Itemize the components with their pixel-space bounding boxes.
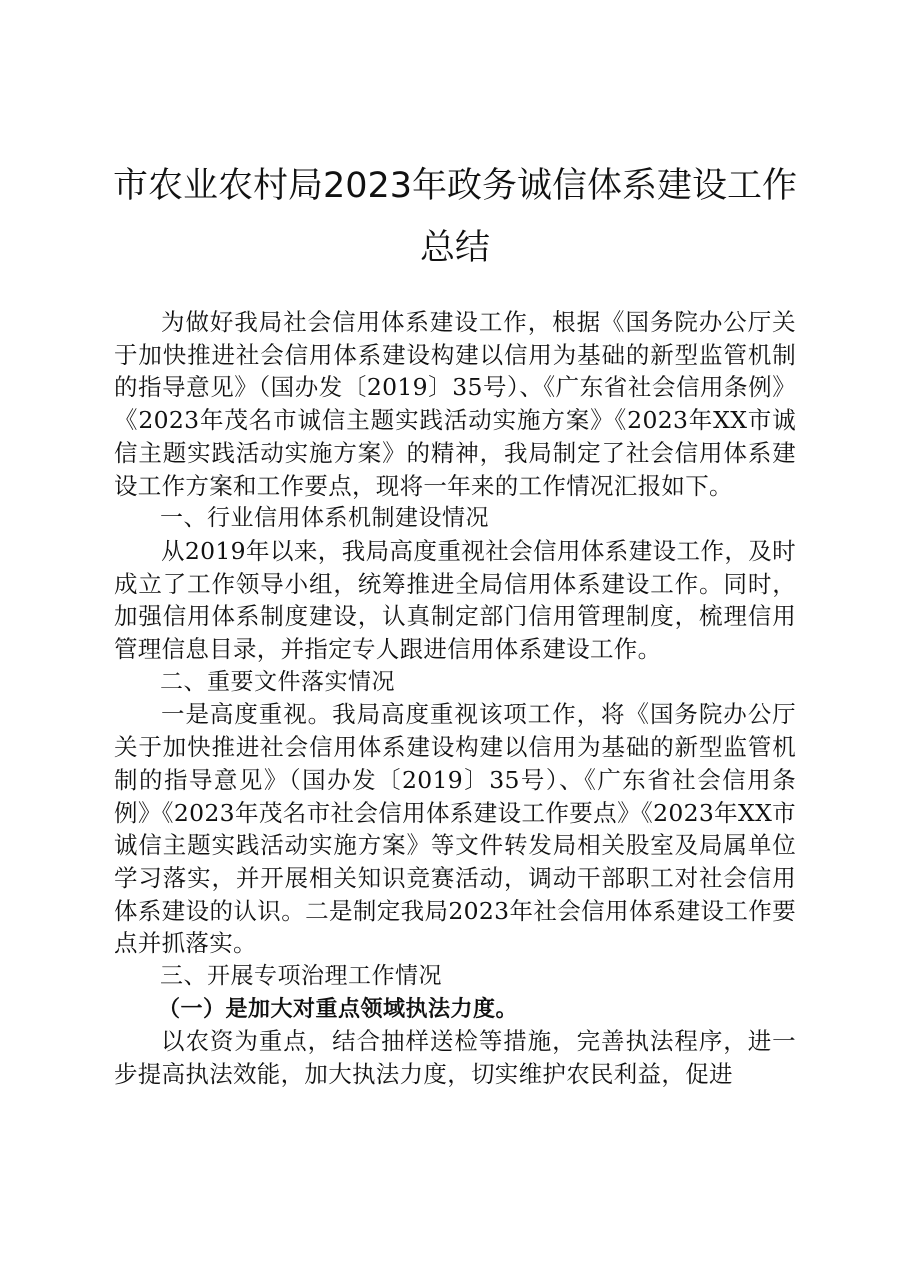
document-title-line-2: 总结 [419, 228, 490, 268]
intro-paragraph: 为做好我局社会信用体系建设工作，根据《国务院办公厅关于加快推进社会信用体系建设构建以信用为基础的新型监管机制的指导意见》（国办发〔2019〕35号）、《广东省社会信用条例》《2023年茂名市诚信主题实践活动实施方案》《2023年XX市诚信主题实践活动实施方案》的精神，我局制定了社会信用体系建设工作方案和工作要点，现将一年来的工作情况汇报如下。 [114, 308, 796, 500]
document-title-line-1: 市农业农村局2023年政务诚信体系建设工作 [112, 166, 798, 206]
document-body [114, 306, 796, 1091]
section-1-paragraph: 从2019年以来，我局高度重视社会信用体系建设工作，及时成立了工作领导小组，统筹推进全局信用体系建设工作。同时，加强信用体系制度建设，认真制定部门信用管理制度，梳理信用管理信息目录，并指定专人跟进信用体系建设工作。 [114, 536, 796, 664]
section-heading-1: 一、行业信用体系机制建设情况 [160, 505, 489, 532]
section-2-paragraph: 一是高度重视。我局高度重视该项工作，将《国务院办公厅关于加快推进社会信用体系建设构建以信用为基础的新型监管机制的指导意见》（国办发〔2019〕35号）、《广东省社会信用条例》《2023年茂名市社会信用体系建设工作要点》《2023年XX市诚信主题实践活动实施方案》等文件转发局相关股室及局属单位学习落实，并开展相关知识竞赛活动，调动干部职工对社会信用体系建设的认识。二是制定我局2023年社会信用体系建设工作要点并抓落实。 [114, 700, 796, 958]
section-3-paragraph: 以农资为重点，结合抽样送检等措施，完善执法程序，进一步提高执法效能，加大执法力度，切实维护农民利益，促进 [114, 1027, 796, 1089]
section-heading-3: 三、开展专项治理工作情况 [160, 963, 442, 990]
section-heading-2: 二、重要文件落实情况 [160, 668, 395, 695]
section-3-subheading: （一）是加大对重点领域执法力度。 [158, 995, 519, 1022]
